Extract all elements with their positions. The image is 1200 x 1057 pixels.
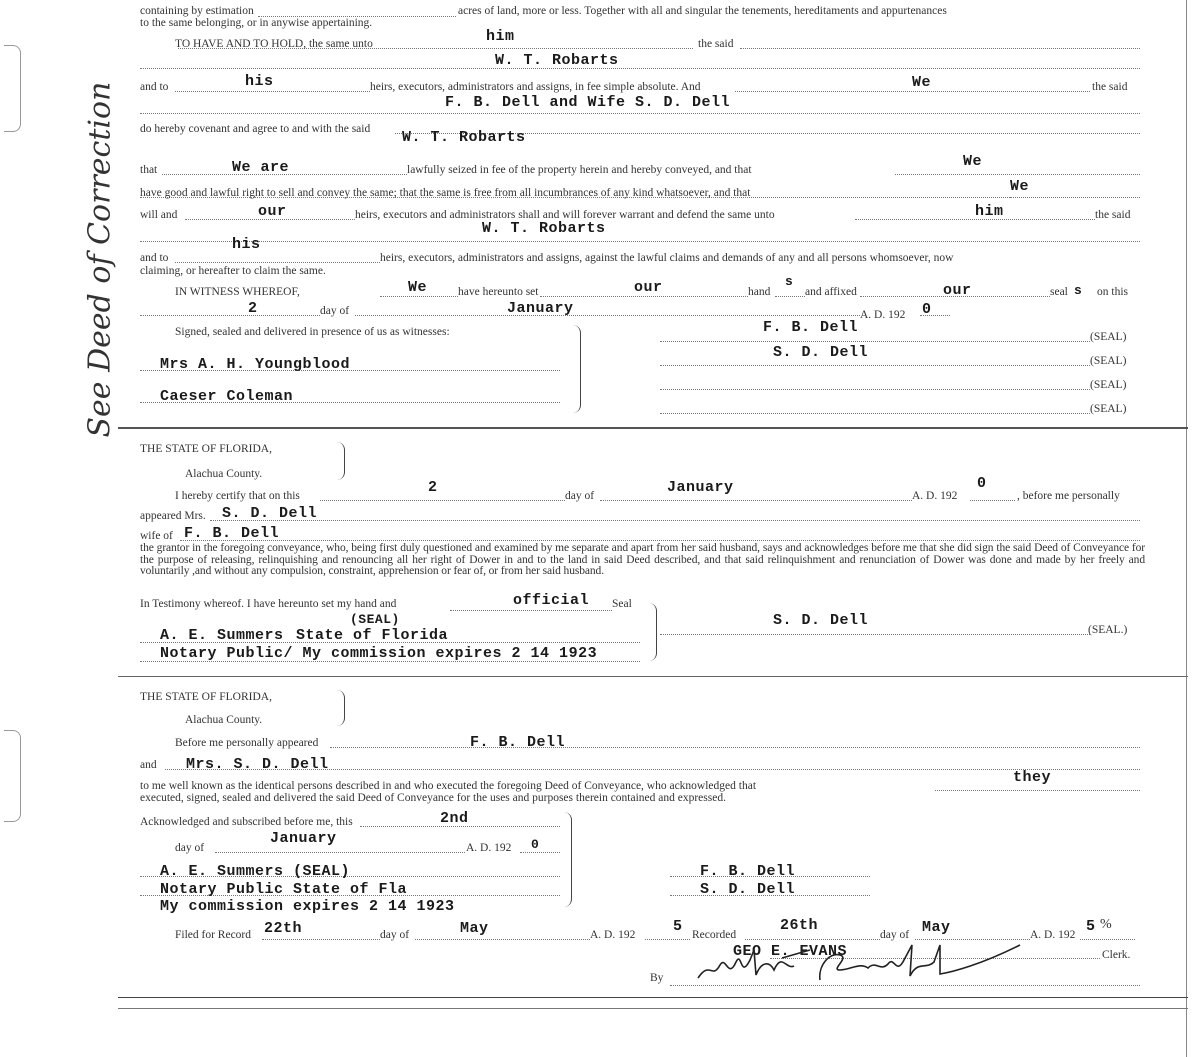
text: A. D. 192 [1030,929,1076,941]
typed-field: We are [232,159,290,176]
text: day of [565,490,595,502]
text: IN WITNESS WHEREOF, [175,286,300,298]
brace [572,325,581,413]
dotted-leader-line [660,341,1090,342]
text: Filed for Record [175,929,252,941]
typed-field: our [943,282,972,299]
dotted-leader-line [140,113,1140,114]
dotted-leader-line [380,296,458,297]
typed-field: We [1010,178,1030,195]
text: A. D. 192 [590,929,636,941]
typed-field: January [667,479,734,496]
grantor-names: F. B. Dell and Wife S. D. Dell [445,94,731,111]
section-divider [118,997,1188,998]
text: Seal [612,598,632,610]
text: wife of [140,530,173,542]
certificate-paragraph: the grantor in the foregoing conveyance, who, being first duly questioned and examined by me separate and apart from her said husband, says and acknowledges before me that she did sign the said Deed of Conveyance for the purpose of releasing, relinquishing and renouncing all her right of Dower in and to the land in said Deed described, and that said relinquishment and renunciation of Dower was done and made by her freely and voluntarily ,and without any compulsion, constraint, apprehension or fear of, or from her said husband. [140,542,1145,577]
dotted-leader-line [935,790,1140,791]
text: day of [880,929,910,941]
text: day of [175,842,205,854]
witness-name: Caeser Coleman [160,388,294,405]
typed-field: 26th [780,917,819,934]
grantee-name: W. T. Robarts [495,52,619,69]
section-divider [118,676,1188,677]
text: have hereunto set [458,286,539,298]
text: heirs, executors, administrators and assigns, against the lawful claims and demands of any and all persons whomsoever, now [380,252,954,264]
text: I hereby certify that on this [175,490,300,502]
typed-field: they [1013,769,1052,786]
dotted-leader-line [895,174,1140,175]
typed-field: State of Florida [296,627,449,644]
typed-field: We [963,153,983,170]
witness-name: Mrs A. H. Youngblood [160,356,351,373]
dotted-leader-line [215,852,465,853]
dotted-leader-line [140,68,1140,69]
typed-field: 22th [264,920,303,937]
typed-field: January [507,300,574,317]
dotted-leader-line [262,939,380,940]
text: the said [1092,81,1128,93]
binder-tab [4,45,21,132]
text: hand [748,286,771,298]
deputy-clerk-signature [690,940,1040,990]
dotted-leader-line [140,241,1140,242]
typed-field: 0 [531,837,540,852]
grantee-name: W. T. Robarts [402,129,526,146]
typed-field: 2 [428,479,438,496]
seal-label: (SEAL) [1090,331,1127,343]
dotted-leader-line [415,939,590,940]
text: to me well known as the identical persons described in and who executed the foregoing Deed of Conveyance, who acknowledged that [140,780,757,792]
section-divider [118,427,1188,429]
typed-field: S. D. Dell [222,505,318,522]
text: that [140,164,158,176]
typed-field: his [245,73,274,90]
text: claiming, or hereafter to claim the same. [140,265,326,277]
text: seal [1050,286,1068,298]
signature-typed: S. D. Dell [700,881,796,898]
text: Signed, sealed and delivered in presence of us as witnesses: [175,326,450,338]
dotted-leader-line [540,296,748,297]
clerk-name: GEO E. EVANS [733,943,848,960]
typed-field: our [634,279,663,296]
seal-label: (SEAL) [1090,355,1127,367]
typed-field: 0 [977,475,987,492]
text: day of [380,929,410,941]
brace [336,690,345,726]
typed-field: May [922,919,951,936]
typed-field: We [912,74,932,91]
text: THE STATE OF FLORIDA, [140,443,272,455]
seal-label: (SEAL) [1090,403,1127,415]
typed-field: him [486,28,515,45]
binder-tab [4,730,21,822]
notary-commission: My commission expires 2 14 1923 [160,898,455,915]
text: heirs, executors and administrators shall and will forever warrant and defend the same unto [355,209,775,221]
dotted-leader-line [645,939,690,940]
typed-field: s [785,274,794,289]
text: TO HAVE AND TO HOLD, the same unto [175,38,373,50]
text: and to [140,81,169,93]
dotted-leader-line [660,389,1090,390]
dotted-leader-line [1080,939,1135,940]
typed-field: Mrs. S. D. Dell [186,756,329,773]
seal-label: (SEAL.) [1088,624,1128,636]
dotted-leader-line [660,413,1090,414]
text: A. D. 192 [466,842,512,854]
text: Acknowledged and subscribed before me, this [140,816,353,828]
notary-title: Notary Public State of Fla [160,881,408,898]
signature-typed: F. B. Dell [763,319,859,336]
typed-field: his [232,236,261,253]
typed-field: 2nd [440,810,469,827]
typed-field: our [258,203,287,220]
dotted-leader-line [355,315,860,316]
text: acres of land, more or less. Together with all and singular the tenements, hereditaments and appurtenances [458,5,947,17]
text: will and [140,209,178,221]
dotted-leader-line [210,520,1140,521]
notary-name: A. E. Summers (SEAL) [160,863,351,880]
text: and affixed [805,286,857,298]
dotted-leader-line [320,500,565,501]
margin-note-handwritten: See Deed of Correction [82,81,118,438]
typed-field: January [270,830,337,847]
notary-seal: (SEAL) [350,612,400,627]
typed-field: 5 [673,918,683,935]
text: lawfully seized in fee of the property herein and hereby conveyed, and that [407,164,752,176]
text: Before me personally appeared [175,737,319,749]
dotted-leader-line [775,296,805,297]
notary-commission: Notary Public/ My commission expires 2 14 1923 [160,645,598,662]
text: A. D. 192 [912,490,958,502]
signature-typed: F. B. Dell [700,863,796,880]
text: A. D. 192 [860,309,906,321]
dotted-leader-line [180,540,1140,541]
notary-name: A. E. Summers [160,627,284,644]
text: have good and lawful right to sell and convey the same; that the same is free from all incumbrances of any kind whatsoever, and that [140,187,751,199]
text: In Testimony whereof. I have hereunto set my hand and [140,598,397,610]
text: Alachua County. [185,468,263,480]
signature-typed: S. D. Dell [773,612,869,629]
dotted-leader-line [175,91,370,92]
typed-field: F. B. Dell [470,734,566,751]
brace [563,812,572,907]
page-edge [1186,0,1187,1057]
text: Clerk. [1102,949,1131,961]
dotted-leader-line [520,852,560,853]
grantee-name: W. T. Robarts [482,220,606,237]
text: executed, signed, sealed and delivered the said Deed of Conveyance for the uses and purposes therein contained and expressed. [140,792,726,804]
typed-field: him [975,203,1004,220]
text: THE STATE OF FLORIDA, [140,691,272,703]
dotted-leader-line [735,91,1090,92]
typed-field: May [460,920,489,937]
text: on this [1097,286,1128,298]
dotted-leader-line [600,500,912,501]
dotted-leader-line [330,747,1140,748]
text: containing by estimation [140,5,254,17]
text: appeared Mrs. [140,510,206,522]
text: By [650,972,664,984]
dotted-leader-line [175,262,380,263]
text: the said [698,38,734,50]
text: , before me personally [1017,490,1120,502]
typed-field: official [513,592,590,609]
section-divider [118,1008,1188,1009]
dotted-leader-line [740,48,1140,49]
text: day of [320,305,350,317]
typed-field: We [408,279,428,296]
typed-field: 5 [1086,918,1096,935]
dotted-leader-line [140,315,320,316]
brace [648,603,657,661]
dotted-leader-line [660,634,1090,635]
text: % [1100,917,1112,932]
text: do hereby covenant and agree to and with the said [140,123,371,135]
typed-field: 0 [922,301,932,318]
text: and to [140,252,169,264]
text: to the same belonging, or in anywise appertaining. [140,17,373,29]
typed-field: F. B. Dell [184,525,280,542]
signature-typed: S. D. Dell [773,344,869,361]
text: the said [1095,209,1131,221]
dotted-leader-line [1010,197,1140,198]
dotted-leader-line [450,610,612,611]
typed-field: s [1074,283,1083,298]
seal-label: (SEAL) [1090,379,1127,391]
typed-field: 2 [248,300,258,317]
brace [336,442,345,480]
dotted-leader-line [970,500,1015,501]
text: Recorded [692,929,737,941]
text: Alachua County. [185,714,263,726]
text: heirs, executors, administrators and assigns, in fee simple absolute. And [370,81,701,93]
dotted-leader-line [660,365,1090,366]
text: and [140,759,157,771]
